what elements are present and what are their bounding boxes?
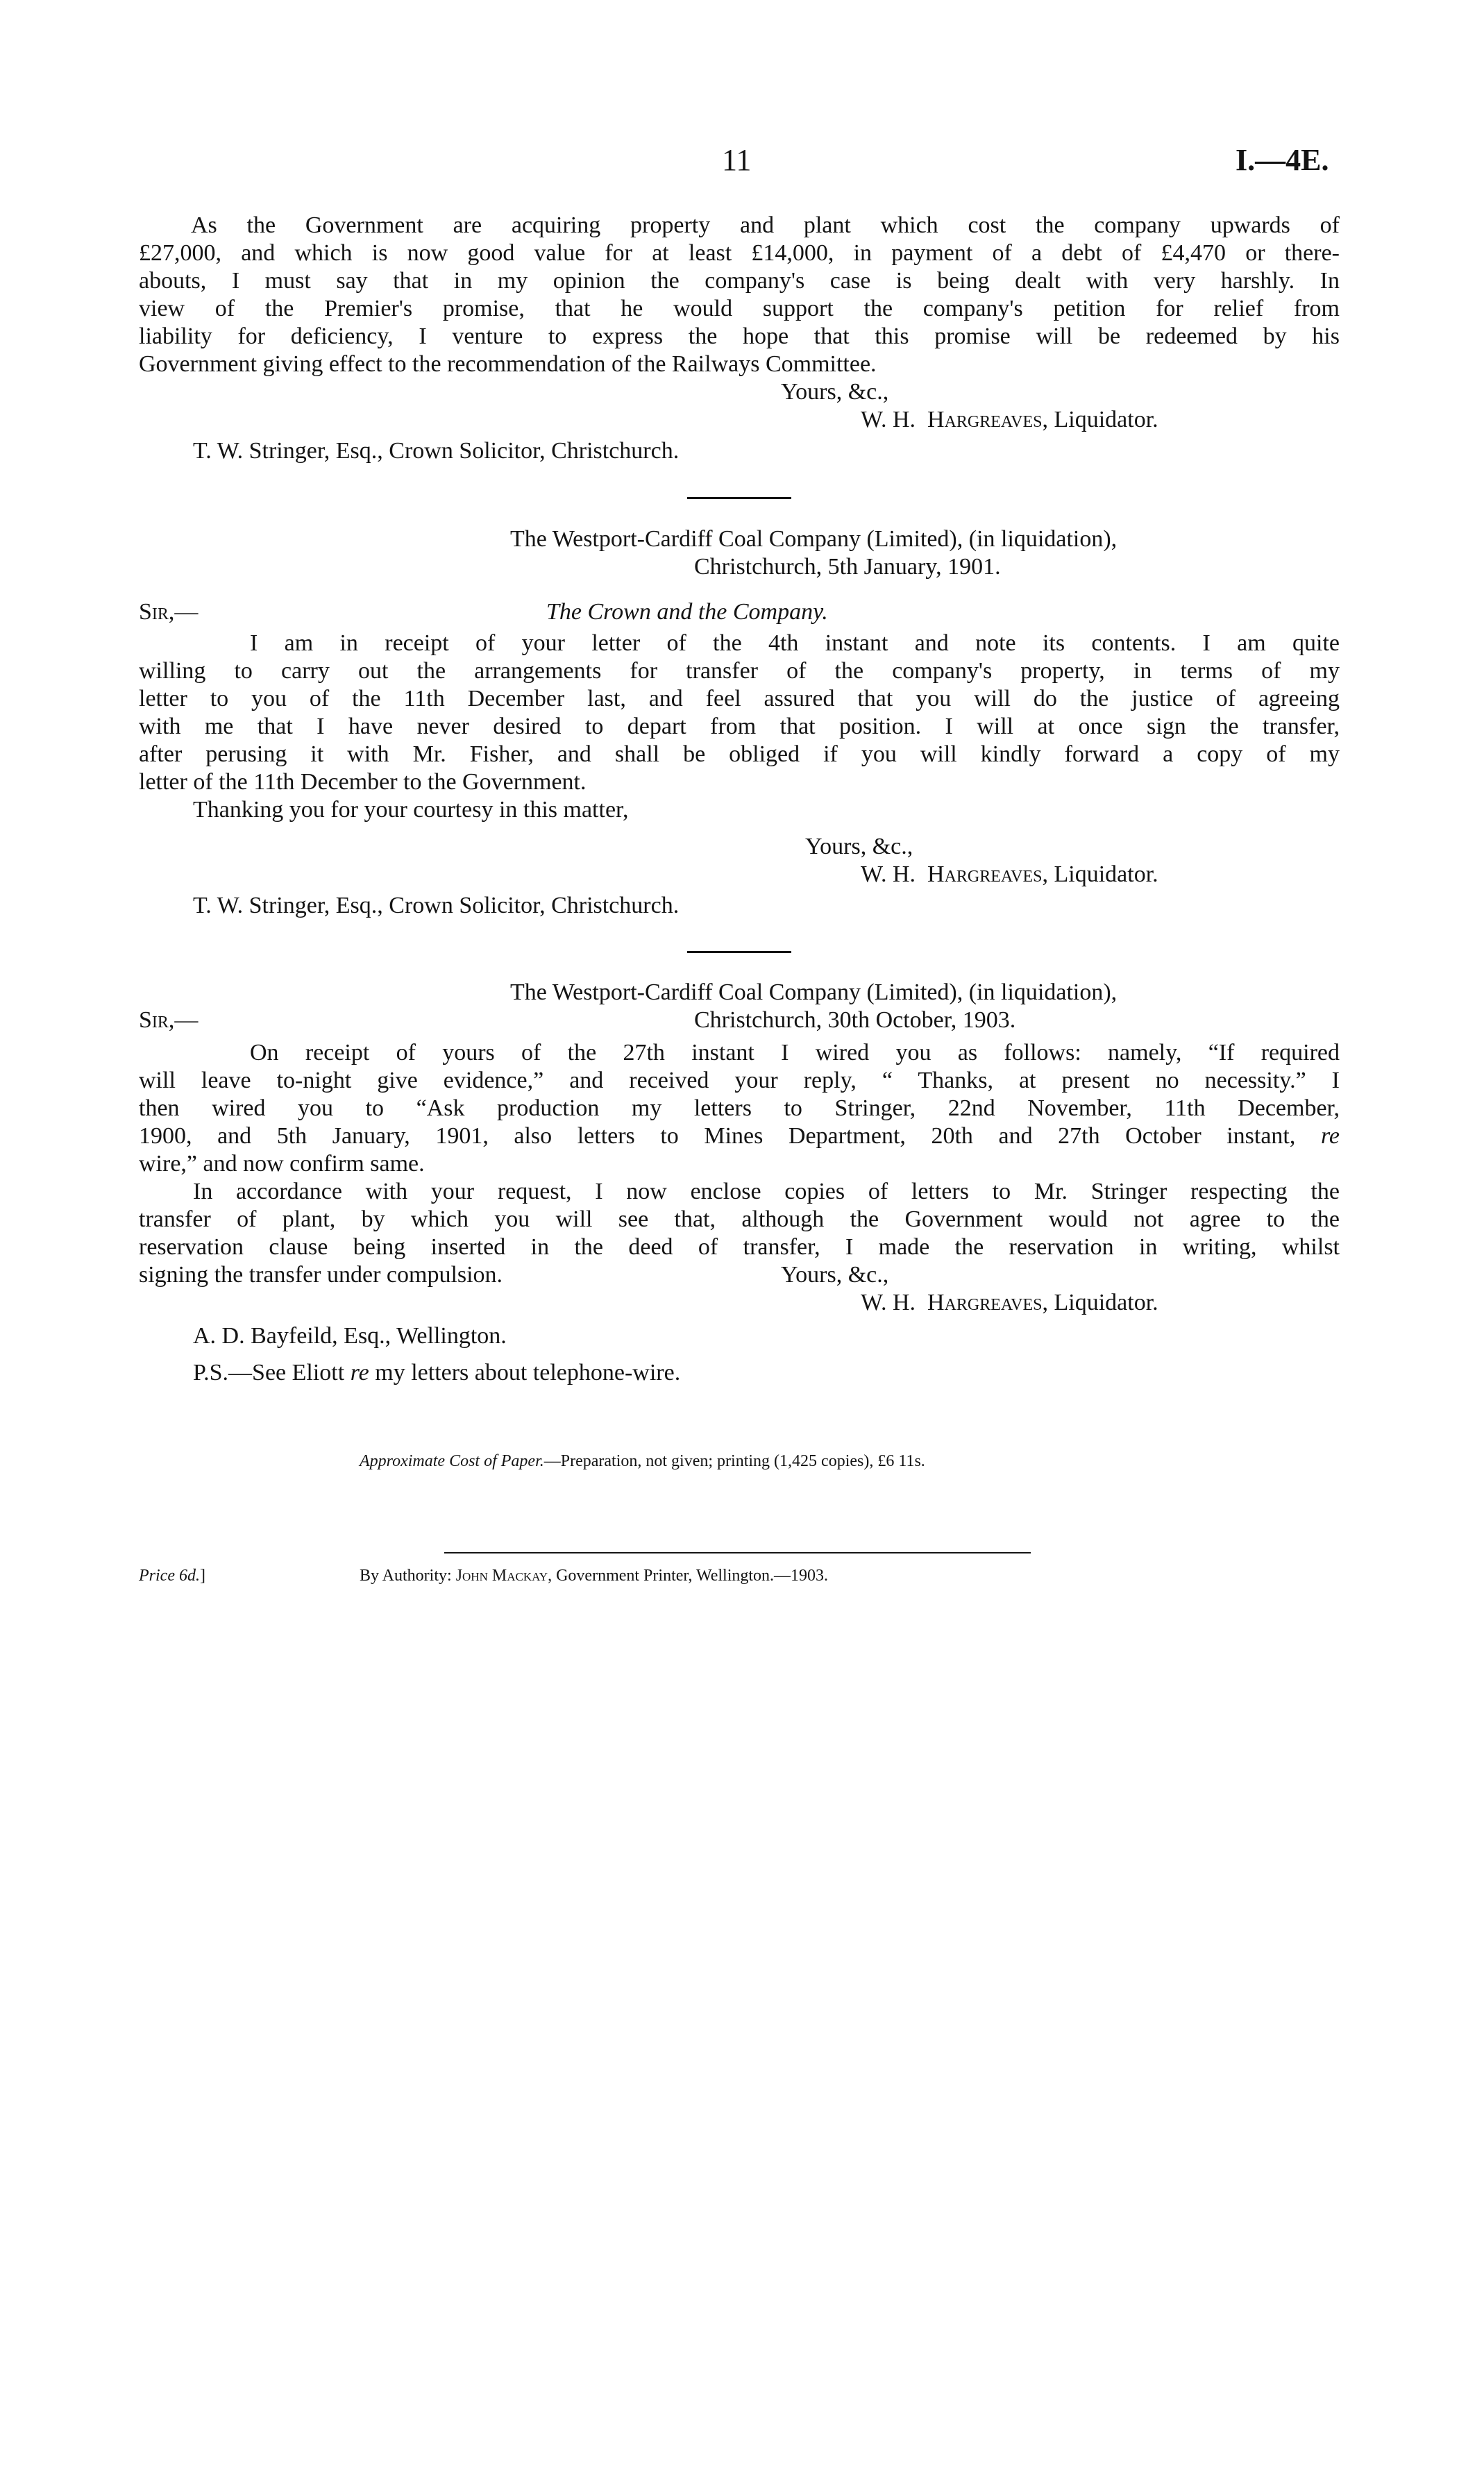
- signatory-name: Hargreaves: [927, 407, 1043, 432]
- letter1-line: £27,000, and which is now good value for at least £14,000, in payment of a debt of £4,470 or there-: [139, 240, 1340, 266]
- signatory-initials: W. H.: [861, 861, 916, 887]
- re-word: re: [1320, 1123, 1340, 1149]
- printer-name: John Mackay: [455, 1567, 548, 1585]
- letter3-line: [139, 1122, 1340, 1150]
- letter3-line: will leave to-night give evidence,” and received your reply, “ Thanks, at present no necessity.” I: [139, 1068, 1340, 1093]
- signatory-title: , Liquidator.: [1042, 1290, 1158, 1315]
- letter2-signature: [861, 861, 1158, 889]
- price-text: Price 6d.: [139, 1567, 200, 1585]
- letter3-place-date: Christchurch, 30th October, 1903.: [694, 1007, 1016, 1033]
- re-word: re: [350, 1360, 369, 1386]
- letter3-line: transfer of plant, by which you will see that, although the Government would not agree to the: [139, 1206, 1340, 1232]
- letter3-line: In accordance with your request, I now enclose copies of letters to Mr. Stringer respecting the: [193, 1179, 1340, 1204]
- letter1-line: abouts, I must say that in my opinion the company's case is being dealt with very harshly. In: [139, 268, 1340, 294]
- letter2-line: I am in receipt of your letter of the 4th instant and note its contents. I am quite: [250, 630, 1340, 656]
- letter2-line: with me that I have never desired to depart from that position. I will at once sign the transfer,: [139, 714, 1340, 739]
- letter2-line: letter of the 11th December to the Government.: [139, 769, 587, 795]
- letter1-body: [139, 212, 1340, 378]
- letter2-salutation: Sir,—: [139, 599, 199, 625]
- letter3-sender: The Westport-Cardiff Coal Company (Limited), (in liquidation),: [510, 979, 1118, 1005]
- authority-prefix: By Authority:: [360, 1567, 452, 1585]
- letter2-place-date: Christchurch, 5th January, 1901.: [694, 554, 1001, 580]
- page-number: 11: [722, 143, 752, 177]
- cost-text: —Preparation, not given; printing (1,425 copies), £6 11s.: [543, 1452, 925, 1470]
- letter1-line: liability for deficiency, I venture to express the hope that this promise will be redeemed by his: [139, 323, 1340, 349]
- price: [139, 1565, 205, 1586]
- signatory-title: , Liquidator.: [1042, 407, 1158, 432]
- letter1-addressee: T. W. Stringer, Esq., Crown Solicitor, Christchurch.: [193, 438, 680, 464]
- letter3-postscript: [193, 1359, 680, 1387]
- postscript-text: P.S.—See Eliott: [193, 1360, 345, 1386]
- letter3-salutation: Sir,—: [139, 1007, 199, 1033]
- letter3-addressee: A. D. Bayfeild, Esq., Wellington.: [193, 1323, 507, 1349]
- letter3-line: then wired you to “Ask production my letters to Stringer, 22nd November, 11th December,: [139, 1095, 1340, 1121]
- letter3-line: On receipt of yours of the 27th instant I wired you as follows: namely, “If required: [250, 1040, 1340, 1066]
- cost-label: Approximate Cost of Paper.: [360, 1452, 544, 1470]
- signatory-initials: W. H.: [861, 1290, 916, 1315]
- letter1-line: Government giving effect to the recommendation of the Railways Committee.: [139, 351, 877, 377]
- letter1-signature: [861, 406, 1158, 434]
- cost-note: [360, 1451, 925, 1472]
- letter2-line: letter to you of the 11th December last, and feel assured that you will do the justice of agreeing: [139, 686, 1340, 711]
- letter3-paragraph-1: [139, 1039, 1340, 1178]
- letter3-line: reservation clause being inserted in the deed of transfer, I made the reservation in writing, whilst: [139, 1234, 1340, 1260]
- letter3-closing: Yours, &c.,: [781, 1262, 889, 1288]
- footer-rule: [444, 1552, 1031, 1553]
- letter3-line-text: 1900, and 5th January, 1901, also letters to Mines Department, 20th and 27th October instant,: [139, 1123, 1296, 1149]
- letter2-thanks: Thanking you for your courtesy in this matter,: [193, 797, 629, 823]
- letter2-sender: The Westport-Cardiff Coal Company (Limited), (in liquidation),: [510, 526, 1118, 552]
- signatory-name: Hargreaves: [927, 1290, 1043, 1315]
- letter2-closing: Yours, &c.,: [805, 834, 913, 859]
- section-divider: [687, 497, 791, 499]
- signatory-initials: W. H.: [861, 407, 916, 432]
- letter1-line: view of the Premier's promise, that he would support the company's petition for relief from: [139, 296, 1340, 321]
- letter2-subject: The Crown and the Company.: [546, 599, 828, 625]
- letter2-addressee: T. W. Stringer, Esq., Crown Solicitor, Christchurch.: [193, 893, 680, 918]
- letter3-signature: [861, 1289, 1158, 1317]
- letter2-line: after perusing it with Mr. Fisher, and shall be obliged if you will kindly forward a copy of my: [139, 741, 1340, 767]
- letter1-closing: Yours, &c.,: [781, 379, 889, 405]
- section-divider: [687, 951, 791, 953]
- letter1-line: As the Government are acquiring property and plant which cost the company upwards of: [191, 212, 1340, 238]
- letter2-line: willing to carry out the arrangements for transfer of the company's property, in terms of my: [139, 658, 1340, 684]
- postscript-text: my letters about telephone-wire.: [375, 1360, 681, 1386]
- letter2-body: [139, 630, 1340, 796]
- signatory-name: Hargreaves: [927, 861, 1043, 887]
- letter3-line: wire,” and now confirm same.: [139, 1151, 425, 1177]
- letter3-paragraph-2: [139, 1178, 1340, 1289]
- signatory-title: , Liquidator.: [1042, 861, 1158, 887]
- letter3-line: signing the transfer under compulsion.: [139, 1262, 503, 1288]
- price-bracket: ]: [199, 1567, 205, 1585]
- printer-imprint: [360, 1565, 828, 1586]
- authority-suffix: , Government Printer, Wellington.—1903.: [548, 1567, 829, 1585]
- document-reference: I.—4E.: [1236, 143, 1329, 177]
